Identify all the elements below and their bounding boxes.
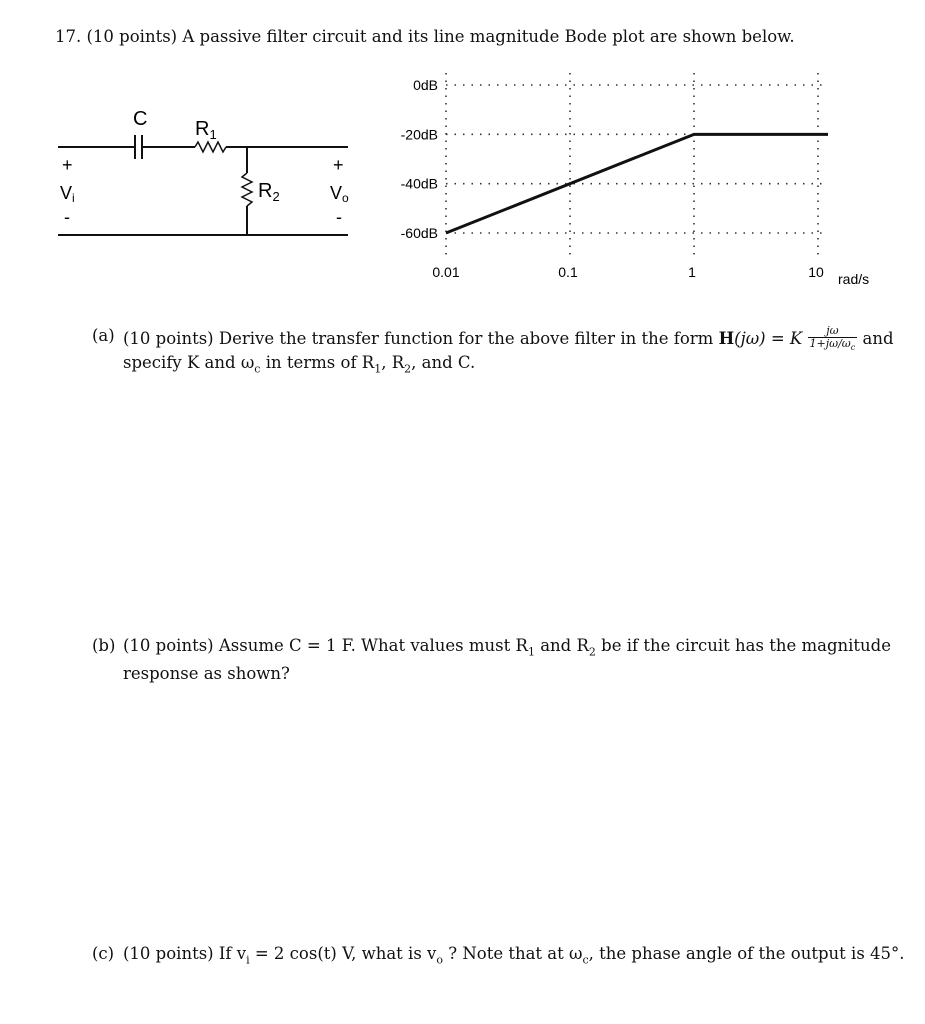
part-a-fraction: $\frac{j\omega}{1+j\omega/\omega_c}$ bbox=[809, 324, 856, 353]
part-b bbox=[0, 635, 925, 685]
question-header bbox=[55, 26, 795, 48]
part-c-body: (10 points) If $v_i = 2$ cos(t) V, what is $v_o$ ? Note that at $\omega_c$, the phase angle of the output is 45°. bbox=[123, 944, 905, 967]
part-a-line2: specify K and $\omega_c$ in terms of $R_1$, $R_2$, and C. bbox=[123, 353, 476, 376]
capacitor-label: C bbox=[133, 108, 148, 130]
part-c bbox=[0, 943, 925, 973]
bode-magnitude-line bbox=[446, 134, 828, 233]
bode-x-tick-2: 1 bbox=[688, 264, 696, 280]
part-a-label: (a) bbox=[92, 326, 115, 345]
vin-label: Vi bbox=[60, 183, 75, 205]
question-number: 17. bbox=[55, 27, 82, 46]
part-a-body bbox=[123, 325, 898, 380]
part-b-label: (b) bbox=[92, 636, 116, 655]
part-a-points: (10 points) bbox=[123, 329, 214, 349]
bode-x-tick-3: 10 bbox=[808, 264, 824, 280]
question-points: (10 points) bbox=[86, 27, 178, 46]
part-a-H: H bbox=[718, 329, 735, 349]
bode-y-tick-3: -60dB bbox=[400, 225, 438, 241]
part-a-arg: (jω) = K bbox=[734, 329, 803, 349]
part-a bbox=[0, 325, 925, 375]
bode-y-tick-0: 0dB bbox=[413, 77, 438, 93]
r2-label: $R_2$ bbox=[258, 180, 280, 204]
vin-plus: + bbox=[62, 155, 73, 175]
part-a-and: and bbox=[862, 329, 894, 349]
vin-minus: - bbox=[64, 207, 70, 227]
vout-plus: + bbox=[333, 155, 344, 175]
vout-minus: - bbox=[336, 207, 342, 227]
bode-y-tick-1: -20dB bbox=[400, 126, 438, 143]
bode-y-tick-2: -40dB bbox=[400, 175, 438, 192]
bode-x-tick-0: 0.01 bbox=[432, 264, 460, 280]
part-a-text: Derive the transfer function for the above filter in the form bbox=[218, 329, 714, 349]
bode-grid bbox=[446, 73, 828, 255]
part-c-label: (c) bbox=[92, 944, 115, 963]
r1-label: $R_1$ bbox=[195, 118, 217, 142]
part-b-body: (10 points) Assume C = 1 F. What values must $R_1$ and $R_2$ be if the circuit has the magnitude response as shown? bbox=[123, 635, 898, 685]
bode-plot bbox=[0, 60, 925, 300]
question-stem: A passive filter circuit and its line magnitude Bode plot are shown below. bbox=[182, 27, 795, 46]
bode-x-unit: rad/s bbox=[838, 271, 870, 287]
part-b-line2: response as shown? bbox=[123, 664, 290, 684]
vout-label: Vo bbox=[330, 183, 349, 205]
bode-x-tick-1: 0.1 bbox=[558, 264, 578, 280]
